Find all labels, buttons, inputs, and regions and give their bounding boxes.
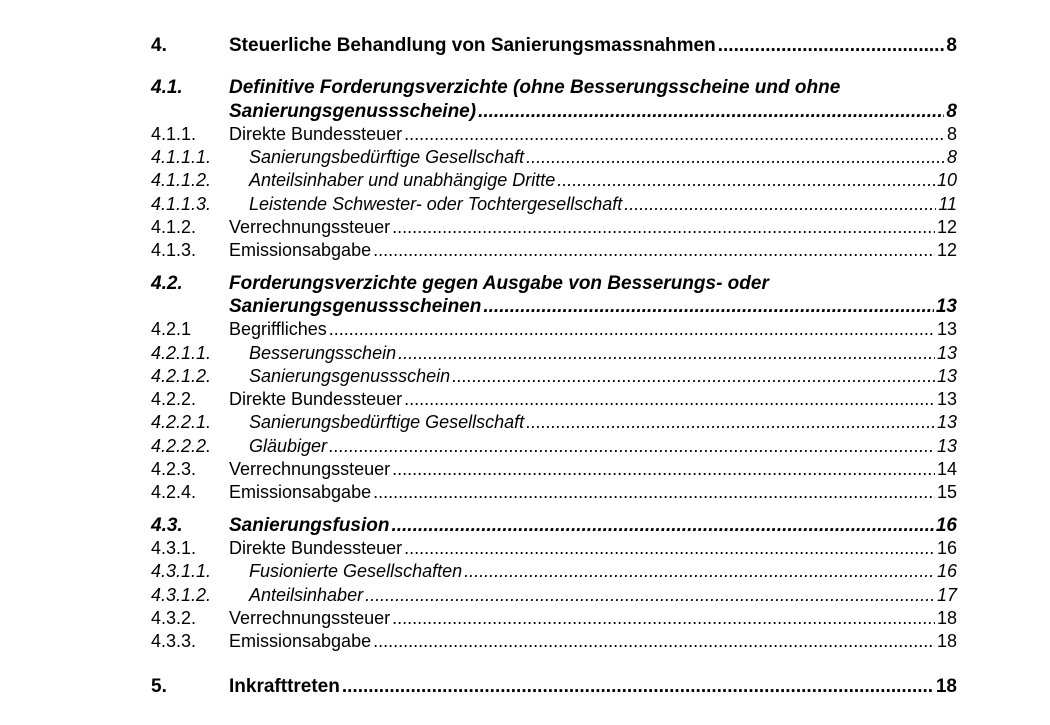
toc-leader xyxy=(365,584,935,607)
toc-leader xyxy=(404,388,935,411)
toc-leader xyxy=(464,560,935,583)
toc-leader xyxy=(373,239,935,262)
toc-entry-4-2-1[interactable] xyxy=(151,318,957,341)
toc-page: 12 xyxy=(936,240,957,261)
toc-number: 4.3.2. xyxy=(151,607,197,628)
toc-leader xyxy=(342,675,934,698)
toc-entry-4-1-1[interactable] xyxy=(151,123,957,146)
toc-page: 13 xyxy=(936,389,957,410)
toc-title: Direkte Bundessteuer xyxy=(229,123,403,144)
toc-title: Sanierungsgenussscheine) xyxy=(229,100,477,122)
toc-title: Leistende Schwester- oder Tochtergesellschaft xyxy=(249,193,623,214)
toc-leader xyxy=(557,169,935,192)
toc-number: 4.2.1.1. xyxy=(151,342,212,363)
toc-number: 4.2. xyxy=(151,272,183,294)
toc-title: Sanierungsbedürftige Gesellschaft xyxy=(249,412,525,433)
toc-page: 16 xyxy=(935,514,957,536)
toc-leader xyxy=(329,435,935,458)
toc-page: 18 xyxy=(936,631,957,652)
toc-number: 4.2.1.2. xyxy=(151,365,212,386)
toc-leader xyxy=(392,458,935,481)
toc-number: 4.2.2. xyxy=(151,389,197,410)
toc-title: Inkrafttreten xyxy=(229,676,340,698)
toc-entry-5[interactable] xyxy=(151,675,957,698)
toc-number: 4.1.1.2. xyxy=(151,170,212,191)
toc-title: Sanierungsgenussschein xyxy=(249,365,451,386)
toc-number: 4.2.1 xyxy=(151,319,192,340)
toc-title: Gläubiger xyxy=(249,435,328,456)
toc-number: 4.3.3. xyxy=(151,631,197,652)
toc-title: Emissionsabgabe xyxy=(229,240,372,261)
toc-title: Direkte Bundessteuer xyxy=(229,389,403,410)
toc-page: 17 xyxy=(936,584,957,605)
toc-page: 15 xyxy=(936,482,957,503)
toc-number: 4.2.3. xyxy=(151,459,197,480)
toc-entry-4-1-1-1[interactable] xyxy=(151,146,957,169)
toc-entry-4-1-3[interactable] xyxy=(151,239,957,262)
toc-entry-4-3[interactable] xyxy=(151,514,957,537)
toc-page: 12 xyxy=(936,217,957,238)
toc-page: 8 xyxy=(946,35,957,56)
toc-page: 13 xyxy=(936,412,957,433)
toc-page: 11 xyxy=(938,193,957,214)
toc-number: 4.2.2.2. xyxy=(151,435,212,456)
toc-title: Steuerliche Behandlung von Sanierungsmassnahmen xyxy=(229,35,716,56)
toc-title: Verrechnungssteuer xyxy=(229,217,391,238)
toc-entry-4-2-3[interactable] xyxy=(151,458,957,481)
toc-number: 4.3. xyxy=(151,514,183,536)
toc-entry-4-3-2[interactable] xyxy=(151,607,957,630)
toc-leader xyxy=(526,146,945,169)
toc-number: 4.2.2.1. xyxy=(151,412,212,433)
toc-entry-4-3-1[interactable] xyxy=(151,537,957,560)
toc-number: 4.3.1. xyxy=(151,537,197,558)
toc-page: 8 xyxy=(946,100,957,122)
toc-entry-4-2-2[interactable] xyxy=(151,388,957,411)
toc-title: Emissionsabgabe xyxy=(229,631,372,652)
toc-entry-4-2-2-2[interactable] xyxy=(151,435,957,458)
toc-leader xyxy=(624,193,936,216)
toc-page: 8 xyxy=(946,147,957,168)
toc-number: 4.3.1.1. xyxy=(151,561,212,582)
toc-entry-4[interactable] xyxy=(151,34,957,57)
toc-title: Emissionsabgabe xyxy=(229,482,372,503)
toc-leader xyxy=(398,342,935,365)
toc-leader xyxy=(452,365,935,388)
toc-entry-4-1[interactable] xyxy=(151,76,957,123)
toc-page: 13 xyxy=(935,295,957,317)
toc-leader xyxy=(404,537,935,560)
toc-leader xyxy=(373,630,935,653)
toc-page: 13 xyxy=(936,319,957,340)
toc-page: 10 xyxy=(936,170,957,191)
toc-number: 4.1.1.1. xyxy=(151,147,212,168)
toc-leader xyxy=(526,411,935,434)
toc-entry-4-2-2-1[interactable] xyxy=(151,411,957,434)
toc-entry-4-1-1-3[interactable] xyxy=(151,193,957,216)
toc-title: Sanierungsbedürftige Gesellschaft xyxy=(249,147,525,168)
toc-page: 13 xyxy=(936,435,957,456)
toc-page: 16 xyxy=(936,561,957,582)
toc-entry-4-3-3[interactable] xyxy=(151,630,957,653)
toc-entry-4-3-1-2[interactable] xyxy=(151,584,957,607)
toc-number: 4.3.1.2. xyxy=(151,584,212,605)
toc-leader xyxy=(483,295,934,318)
toc-entry-4-1-2[interactable] xyxy=(151,216,957,239)
toc-title: Anteilsinhaber xyxy=(249,584,364,605)
toc-page: 8 xyxy=(946,123,957,144)
toc-number: 4.2.4. xyxy=(151,482,197,503)
toc-title-line1: Definitive Forderungsverzichte (ohne Besserungsscheine und ohne xyxy=(229,77,841,99)
toc-number: 4.1. xyxy=(151,77,183,99)
toc-page: 18 xyxy=(935,676,957,698)
toc-title: Sanierungsfusion xyxy=(229,514,390,536)
toc-title-line1: Forderungsverzichte gegen Ausgabe von Besserungs- oder xyxy=(229,272,769,294)
toc-leader xyxy=(329,318,935,341)
toc-entry-4-2[interactable] xyxy=(151,272,957,319)
toc-leader xyxy=(392,607,935,630)
toc-entry-4-2-1-1[interactable] xyxy=(151,342,957,365)
toc-title: Fusionierte Gesellschaften xyxy=(249,561,463,582)
toc-leader xyxy=(718,34,945,57)
toc-title: Sanierungsgenussscheinen xyxy=(229,295,482,317)
toc-leader xyxy=(392,216,935,239)
toc-page: 13 xyxy=(936,342,957,363)
toc-number: 4.1.3. xyxy=(151,240,197,261)
toc-leader xyxy=(404,123,945,146)
toc-entry-4-2-4[interactable] xyxy=(151,481,957,504)
toc-title: Verrechnungssteuer xyxy=(229,607,391,628)
toc-title: Direkte Bundessteuer xyxy=(229,537,403,558)
toc-page: 18 xyxy=(936,607,957,628)
toc-title: Besserungsschein xyxy=(249,342,397,363)
toc-number: 4.1.2. xyxy=(151,217,197,238)
toc-title: Begriffliches xyxy=(229,319,327,340)
toc-number: 4.1.1. xyxy=(151,123,197,144)
toc-page: 16 xyxy=(936,537,957,558)
toc-entry-4-1-1-2[interactable] xyxy=(151,169,957,192)
toc-entry-4-3-1-1[interactable] xyxy=(151,560,957,583)
toc-number: 4.1.1.3. xyxy=(151,193,212,214)
toc-number: 4. xyxy=(151,35,167,56)
toc-number: 5. xyxy=(151,676,167,698)
toc-page: 13 xyxy=(936,365,957,386)
toc-title: Verrechnungssteuer xyxy=(229,459,391,480)
table-of-contents xyxy=(151,34,957,699)
toc-leader xyxy=(373,481,935,504)
toc-entry-4-2-1-2[interactable] xyxy=(151,365,957,388)
toc-title: Anteilsinhaber und unabhängige Dritte xyxy=(249,170,556,191)
toc-leader xyxy=(478,100,944,123)
toc-leader xyxy=(391,514,933,537)
toc-page: 14 xyxy=(936,459,957,480)
